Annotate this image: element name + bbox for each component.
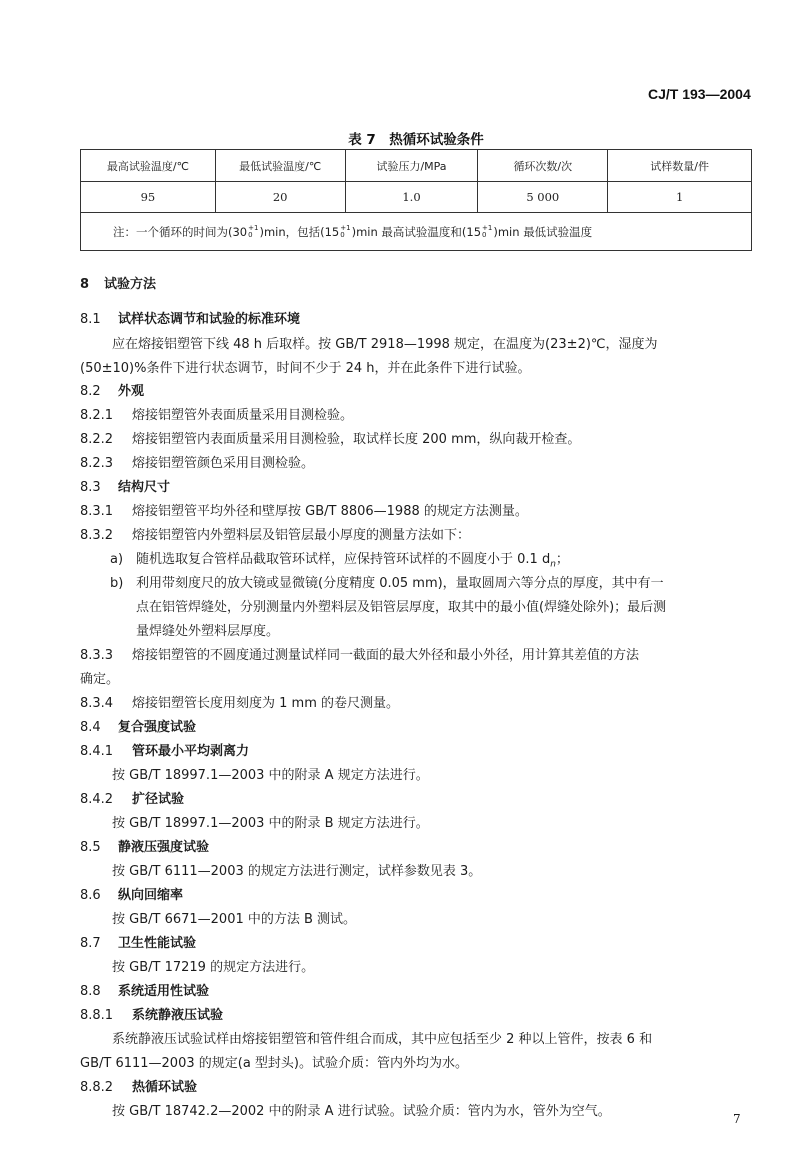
paragraph-line: 按 GB/T 18997.1—2003 中的附录 B 规定方法进行。 bbox=[112, 816, 429, 831]
section-number: 8.4 bbox=[80, 720, 101, 735]
col-header-sample-count: 试样数量/件 bbox=[608, 150, 752, 182]
paragraph-line: 应在熔接铝塑管下线 48 h 后取样。按 GB/T 2918—1998 规定，在温度为(23±2)℃，湿度为 bbox=[112, 337, 658, 352]
section-title: 试样状态调节和试验的标准环境 bbox=[118, 312, 301, 327]
section-title: 管环最小平均剥离力 bbox=[132, 744, 250, 759]
section-heading-8-6 bbox=[80, 884, 183, 903]
section-number: 8.7 bbox=[80, 936, 101, 951]
list-label: b) bbox=[110, 576, 124, 591]
section-number: 8.3 bbox=[80, 480, 101, 495]
clause-8-3-2 bbox=[80, 524, 470, 543]
clause-8-3-3 bbox=[80, 644, 639, 663]
section-title: 卫生性能试验 bbox=[118, 936, 197, 951]
subscript: n bbox=[550, 559, 556, 570]
table-header-row bbox=[81, 150, 752, 182]
list-item-b bbox=[110, 572, 664, 591]
list-item-b-continued: 量焊缝处外塑料层厚度。 bbox=[136, 624, 280, 639]
col-header-max-temp: 最高试验温度/℃ bbox=[81, 150, 216, 182]
section-heading-8-4 bbox=[80, 716, 196, 735]
section-title: 扩径试验 bbox=[132, 792, 185, 807]
clause-text: 熔接铝塑管颜色采用目测检验。 bbox=[132, 456, 315, 471]
clause-number: 8.2.1 bbox=[80, 408, 114, 423]
tolerance-lower: 0 bbox=[248, 231, 253, 239]
clause-8-2-1 bbox=[80, 404, 353, 423]
clause-text: 熔接铝塑管的不圆度通过测量试样同一截面的最大外径和最小外径，用计算其差值的方法 bbox=[132, 648, 640, 663]
tolerance-lower: 0 bbox=[340, 231, 345, 239]
clause-number: 8.3.4 bbox=[80, 696, 114, 711]
note-text: )min，包括(15 bbox=[259, 224, 340, 239]
section-number: 8.4.2 bbox=[80, 792, 114, 807]
clause-number: 8.2.3 bbox=[80, 456, 114, 471]
clause-text: 熔接铝塑管内外塑料层及铝管层最小厚度的测量方法如下： bbox=[132, 528, 471, 543]
clause-8-3-4 bbox=[80, 692, 399, 711]
section-title: 系统适用性试验 bbox=[118, 984, 210, 999]
section-heading-8-8-2 bbox=[80, 1076, 197, 1095]
section-heading-8-5 bbox=[80, 836, 209, 855]
section-number: 8.8.2 bbox=[80, 1080, 114, 1095]
section-title: 热循环试验 bbox=[132, 1080, 198, 1095]
section-heading-8-8-1 bbox=[80, 1004, 223, 1023]
col-header-min-temp: 最低试验温度/℃ bbox=[215, 150, 345, 182]
table-note bbox=[81, 213, 752, 251]
paragraph-line: (50±10)%条件下进行状态调节，时间不少于 24 h，并在此条件下进行试验。 bbox=[80, 361, 531, 376]
page-number: 7 bbox=[733, 1112, 741, 1126]
table-row bbox=[81, 182, 752, 213]
thermal-cycle-test-conditions-table bbox=[80, 149, 752, 251]
paragraph-line: 系统静液压试验试样由熔接铝塑管和管件组合而成，其中应包括至少 2 种以上管件，按表 6 和 bbox=[112, 1032, 653, 1047]
section-number: 8.6 bbox=[80, 888, 101, 903]
clause-8-2-2 bbox=[80, 428, 580, 447]
list-text: 利用带刻度尺的放大镜或显微镜(分度精度 0.05 mm)，量取圆周六等分点的厚度，其中有一 bbox=[136, 576, 664, 591]
clause-number: 8.3.2 bbox=[80, 528, 114, 543]
section-title: 静液压强度试验 bbox=[118, 840, 210, 855]
section-title: 结构尺寸 bbox=[118, 480, 171, 495]
clause-8-3-3-continued: 确定。 bbox=[80, 672, 120, 687]
section-title: 纵向回缩率 bbox=[118, 888, 184, 903]
section-heading-8-3 bbox=[80, 476, 170, 495]
table-note-row bbox=[81, 213, 752, 251]
standard-code-header: CJ/T 193—2004 bbox=[648, 86, 751, 102]
list-item-b-continued: 点在铝管焊缝处，分别测量内外塑料层及铝管层厚度，取其中的最小值(焊缝处除外)；最后测 bbox=[136, 600, 667, 615]
section-number: 8.5 bbox=[80, 840, 101, 855]
paragraph-line: 按 GB/T 6111—2003 的规定方法进行测定，试样参数见表 3。 bbox=[112, 864, 482, 879]
paragraph-line: 按 GB/T 17219 的规定方法进行。 bbox=[112, 960, 315, 975]
clause-number: 8.3.1 bbox=[80, 504, 114, 519]
cell-sample-count: 1 bbox=[608, 182, 752, 213]
clause-8-2-3 bbox=[80, 452, 314, 471]
list-label: a) bbox=[110, 552, 124, 567]
cell-pressure: 1.0 bbox=[345, 182, 478, 213]
cell-max-temp: 95 bbox=[81, 182, 216, 213]
tolerance-upper: +1 bbox=[482, 224, 493, 232]
paragraph-line: 按 GB/T 6671—2001 中的方法 B 测试。 bbox=[112, 912, 357, 927]
section-heading-8 bbox=[80, 273, 156, 292]
tolerance bbox=[248, 225, 258, 239]
paragraph-line: 按 GB/T 18997.1—2003 中的附录 A 规定方法进行。 bbox=[112, 768, 429, 783]
col-header-cycles: 循环次数/次 bbox=[478, 150, 608, 182]
tolerance-upper: +1 bbox=[248, 224, 259, 232]
paragraph-line: GB/T 6111—2003 的规定(a 型封头)。试验介质：管内外均为水。 bbox=[80, 1056, 468, 1071]
section-heading-8-1 bbox=[80, 308, 300, 327]
note-text: )min 最高试验温度和(15 bbox=[351, 224, 482, 239]
section-number: 8.4.1 bbox=[80, 744, 114, 759]
list-item-a bbox=[110, 548, 569, 570]
section-number: 8.1 bbox=[80, 312, 101, 327]
tolerance-upper: +1 bbox=[340, 224, 351, 232]
section-title: 复合强度试验 bbox=[118, 720, 197, 735]
tolerance bbox=[482, 225, 492, 239]
section-number: 8.8.1 bbox=[80, 1008, 114, 1023]
section-heading-8-7 bbox=[80, 932, 196, 951]
section-heading-8-8 bbox=[80, 980, 209, 999]
paragraph-line: 按 GB/T 18742.2—2002 中的附录 A 进行试验。试验介质：管内为水，管外为空气。 bbox=[112, 1104, 611, 1119]
cell-min-temp: 20 bbox=[215, 182, 345, 213]
section-number: 8 bbox=[80, 277, 90, 292]
section-heading-8-4-1 bbox=[80, 740, 249, 759]
tolerance-lower: 0 bbox=[482, 231, 487, 239]
clause-text: 熔接铝塑管外表面质量采用目测检验。 bbox=[132, 408, 354, 423]
note-text: )min 最低试验温度 bbox=[493, 224, 593, 239]
clause-text: 熔接铝塑管内表面质量采用目测检验，取试样长度 200 mm，纵向裁开检查。 bbox=[132, 432, 581, 447]
cell-cycles: 5 000 bbox=[478, 182, 608, 213]
clause-number: 8.2.2 bbox=[80, 432, 114, 447]
table-caption: 表 7 热循环试验条件 bbox=[348, 132, 484, 148]
clause-8-3-1 bbox=[80, 500, 528, 519]
clause-text: 熔接铝塑管平均外径和壁厚按 GB/T 8806—1988 的规定方法测量。 bbox=[132, 504, 528, 519]
section-heading-8-2 bbox=[80, 380, 144, 399]
section-heading-8-4-2 bbox=[80, 788, 184, 807]
tolerance bbox=[340, 225, 350, 239]
col-header-pressure: 试验压力/MPa bbox=[345, 150, 478, 182]
list-text: 随机选取复合管样品截取管环试样，应保持管环试样的不圆度小于 0.1 d bbox=[136, 552, 551, 567]
section-number: 8.8 bbox=[80, 984, 101, 999]
note-text: 注：一个循环的时间为(30 bbox=[113, 224, 248, 239]
section-title: 系统静液压试验 bbox=[132, 1008, 224, 1023]
list-text: ； bbox=[555, 552, 569, 567]
clause-text: 熔接铝塑管长度用刻度为 1 mm 的卷尺测量。 bbox=[132, 696, 399, 711]
section-title: 外观 bbox=[118, 384, 145, 399]
clause-number: 8.3.3 bbox=[80, 648, 114, 663]
section-title: 试验方法 bbox=[104, 277, 157, 292]
section-number: 8.2 bbox=[80, 384, 101, 399]
